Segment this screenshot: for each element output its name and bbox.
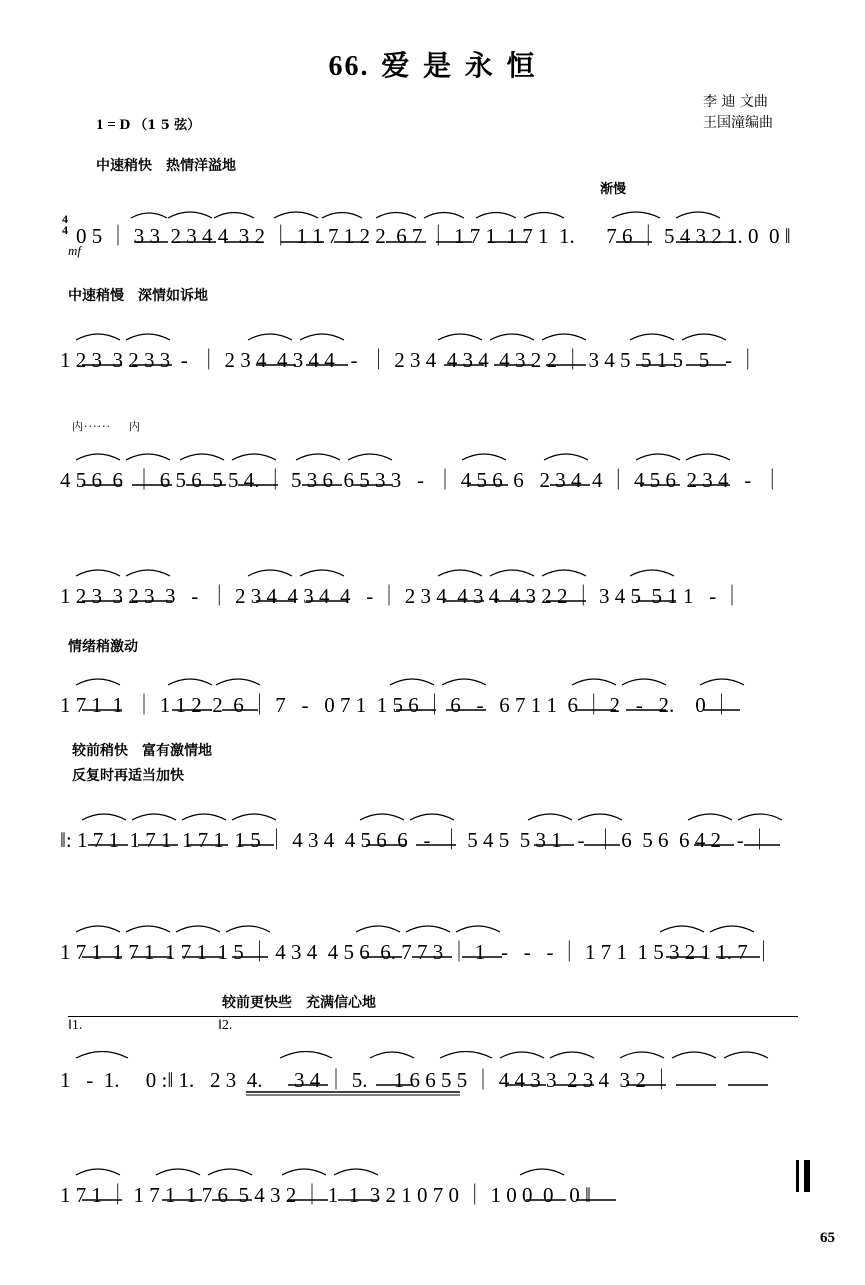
staff-line-8-notes: 1 - 1. 0 :‖ 1. 2 3 4. 3 4 ｜ 5. 1 6 6 5 5 ｜ 4 4 3 3 2 3 4 3 2 ｜ [60, 1068, 672, 1092]
second-ending-line [218, 1016, 798, 1017]
key-signature [96, 114, 200, 134]
page-number: 65 [820, 1230, 835, 1246]
string-tuning-note: （1 5 弦） [134, 118, 201, 133]
title-number: 66. [328, 51, 370, 82]
second-ending-bracket: ‖2. [218, 1018, 233, 1033]
final-barline-thin [796, 1160, 799, 1192]
staff-line-9 [60, 1155, 820, 1215]
first-ending-bracket: ‖1. [68, 1018, 83, 1033]
time-signature-numerator: 4 [62, 212, 68, 226]
staff-line-4 [60, 556, 820, 616]
dynamic-mf: mf [68, 243, 81, 258]
credit-arranger: 王国潼编曲 [703, 115, 773, 131]
staff-line-7-notes: 1 7 1 1 7 1 1 7 1 1 5 ｜ 4 3 4 4 5 6 6. 7 7 3 ｜ 1 - - - ｜ 1 7 1 1 5 3 2 1 1. 7 ｜ [60, 940, 774, 964]
staff-line-5-notes: 1 7 1 1 ｜ 1 1 2 2 6 ｜ 7 - 0 7 1 1 5 6 ｜ 6 - 6 7 1 1 6 ｜ 2 - 2. 0 ｜ [60, 693, 732, 717]
staff-line-3-notes: 4 5 6 6 ｜ 6 5 6 5 5 4. ｜ 5 3 6 6 5 3 3 - ｜ 4 5 6 6 2 3 4 4 ｜ 4 5 6 2 3 4 - ｜ [60, 468, 783, 492]
staff-line-4-notes: 1 2 3 3 2 3 3 - ｜ 2 3 4 4 3 4 4 - ｜ 2 3 4 4 3 4 4 3 2 2 ｜ 3 4 5 5 1 1 - ｜ [60, 584, 743, 608]
credits [703, 92, 773, 134]
expression-mark-3: 情绪稍激动 [68, 639, 138, 655]
final-barline-thick [804, 1160, 810, 1192]
expression-mark-2: 中速稍慢 深情如诉地 [68, 288, 208, 304]
first-ending-line [68, 1016, 220, 1017]
staff-line-2 [60, 320, 820, 380]
key-signature-value: 1 = D [96, 117, 131, 133]
staff-line-8 [60, 1040, 820, 1100]
expression-mark-1: 中速稍快 热情洋溢地 [96, 158, 236, 174]
staff-line-3 [60, 440, 820, 500]
staff-line-5 [60, 665, 820, 725]
page-title [0, 44, 865, 84]
staff-line-7 [60, 912, 820, 972]
time-signature [62, 214, 68, 236]
staff-line-6-notes: ‖: 1 7 1 1 7 1 1 7 1 1 5 ｜ 4 3 4 4 5 6 6 - ｜ 5 4 5 5 3 1 - ｜ 6 5 6 6 4 2 - ｜ [60, 828, 770, 852]
expression-mark-4: 较前稍快 富有激情地 [72, 743, 212, 759]
expression-mark-6: 较前更快些 充满信心地 [222, 995, 376, 1011]
credit-composer: 李 迪 文曲 [703, 94, 768, 110]
staff-line-1 [76, 196, 836, 256]
fingering-mark-inner-string: 内······ 内 [72, 420, 141, 433]
staff-line-9-notes: 1 7 1 ｜ 1 7 1 1 7 6 5 4 3 2 ｜ 1 1 3 2 1 0 7 0 ｜ 1 0 0 0 0 ‖ [60, 1183, 591, 1207]
expression-mark-ritard: 渐慢 [600, 182, 627, 197]
staff-line-1-notes: 0 5 ｜ 3 3 2 3 4 4 3 2 ｜ 1 1 7 1 2 2 6 7 ｜ 1 7 1 1 7 1 1. 7 6 ｜ 5 4 3 2 1. 0 0 ‖ [76, 224, 791, 248]
staff-line-2-notes: 1 2 3 3 2 3 3 - ｜ 2 3 4 4 3 4 4 - ｜ 2 3 4 4 3 4 4 3 2 2 ｜ 3 4 5 5 1 5 5 - ｜ [60, 348, 759, 372]
title-text: 爱 是 永 恒 [381, 49, 537, 82]
expression-mark-5: 反复时再适当加快 [72, 768, 184, 784]
staff-line-6 [60, 800, 820, 860]
time-signature-denominator: 4 [62, 223, 68, 237]
